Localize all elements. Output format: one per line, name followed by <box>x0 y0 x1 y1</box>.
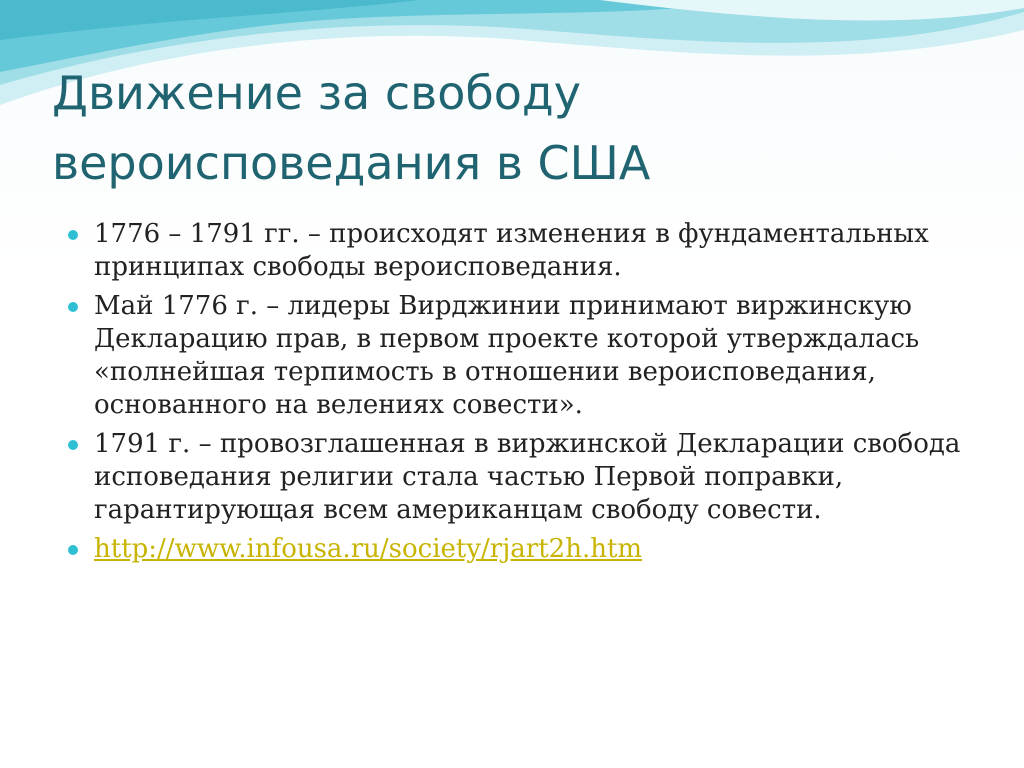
bullet-text: Май 1776 г. – лидеры Вирджинии принимают виржинскую Декларацию прав, в первом проекте которой утверждалась «полнейшая терпимость в отношении вероисповедания, основанного на велениях совести». <box>94 291 920 420</box>
bullet-list <box>68 218 968 572</box>
slide-title <box>52 58 992 198</box>
slide-title-line-1: Движение за свободу <box>52 66 581 120</box>
bullet-dot-icon <box>68 302 78 312</box>
bullet-dot-icon <box>68 230 78 240</box>
bullet-dot-icon <box>68 440 78 450</box>
source-link[interactable]: http://www.infousa.ru/society/rjart2h.htm <box>94 534 643 564</box>
bullet-text: 1776 – 1791 гг. – происходят изменения в фундаментальных принципах свободы вероисповедания. <box>94 219 929 282</box>
bullet-dot-icon <box>68 545 78 555</box>
bullet-item <box>68 290 968 422</box>
bullet-item <box>68 428 968 527</box>
bullet-item-link <box>68 533 968 566</box>
bullet-text: 1791 г. – провозглашенная в виржинской Декларации свобода исповедания религии стала частью Первой поправки, гарантирующая всем американцам свободу совести. <box>94 429 961 525</box>
slide-title-line-2: вероисповедания в США <box>52 136 651 190</box>
bullet-item <box>68 218 968 284</box>
